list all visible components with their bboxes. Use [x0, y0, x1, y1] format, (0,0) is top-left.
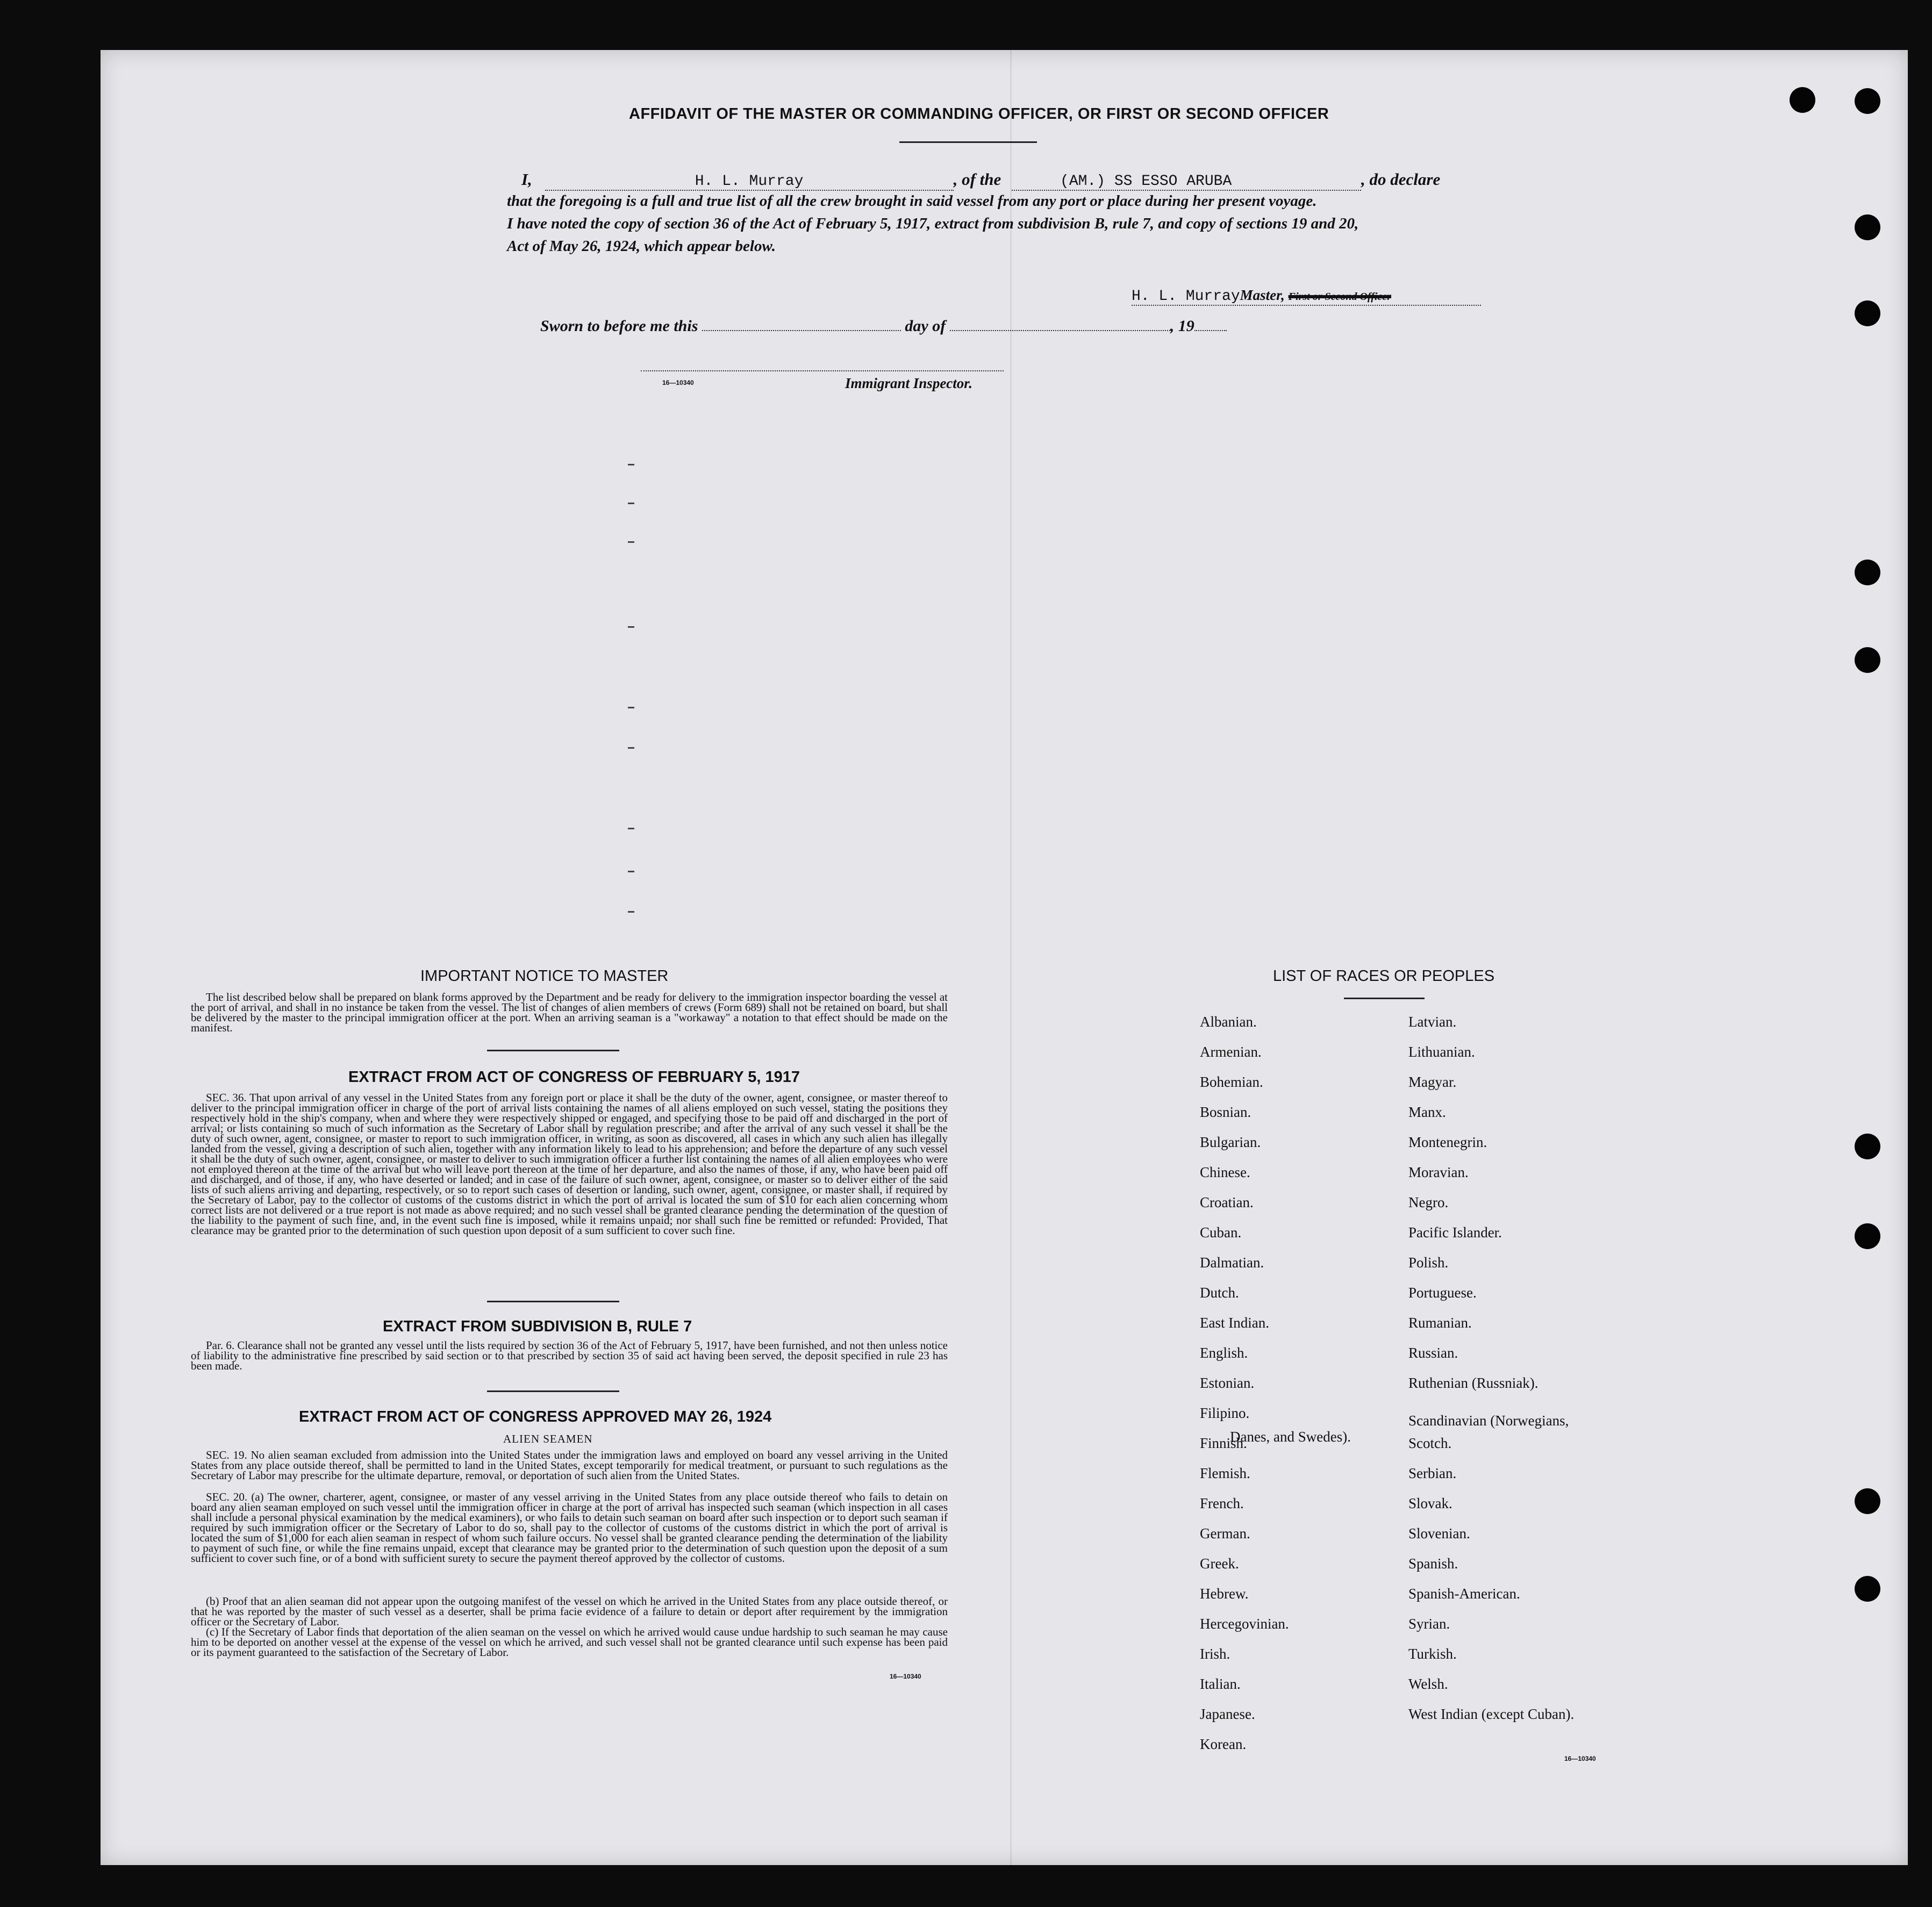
race-item: Spanish-American.	[1408, 1586, 1520, 1602]
race-item: Portuguese.	[1408, 1285, 1477, 1301]
signature-line	[1132, 287, 1481, 306]
race-item: Spanish.	[1408, 1555, 1458, 1572]
binder-hole	[1855, 1488, 1880, 1514]
race-item: Negro.	[1408, 1194, 1449, 1210]
race-item: Manx.	[1408, 1104, 1446, 1120]
notice-body: The list described below shall be prepared on blank forms approved by the Department and be ready for delivery to the immigration inspector boarding the vessel at the port of arrival, and shall in no instance be taken from the vessel. The list of changes of alien members of crews (Form 689) shall not be retained on board, but shall be delivered by the master to the principal immigration officer at the port. When an arriving seaman is a "workaway" a notation to that effect should be made on the manifest.	[191, 991, 948, 1034]
race-item: Danes, and Swedes).	[1230, 1429, 1351, 1445]
extract-1924-title: EXTRACT FROM ACT OF CONGRESS APPROVED MAY 26, 1924	[299, 1408, 772, 1425]
stray-mark	[628, 828, 634, 829]
inspector-label: Immigrant Inspector.	[845, 375, 973, 391]
race-item: Lithuanian.	[1408, 1044, 1475, 1060]
race-item: Hercegovinian.	[1200, 1616, 1289, 1632]
race-item: Estonian.	[1200, 1375, 1255, 1391]
race-item: East Indian.	[1200, 1315, 1269, 1331]
race-item: Slovak.	[1408, 1495, 1452, 1511]
day-of-label: day of	[905, 317, 946, 335]
affidavit-line2: that the foregoing is a full and true list of all the crew brought in said vessel from any port or place during her present voyage.	[507, 192, 1317, 210]
race-item: Ruthenian (Russniak).	[1408, 1375, 1539, 1391]
race-item: Bulgarian.	[1200, 1134, 1261, 1150]
race-item: Magyar.	[1408, 1074, 1457, 1090]
section-rule	[487, 1301, 619, 1302]
race-item: Filipino.	[1200, 1405, 1250, 1421]
vessel-name: (AM.) SS ESSO ARUBA	[1060, 173, 1232, 190]
race-item: Japanese.	[1200, 1706, 1255, 1722]
race-item: Italian.	[1200, 1676, 1241, 1692]
race-item: Greek.	[1200, 1555, 1239, 1572]
i-label: I,	[521, 170, 532, 189]
binder-hole	[1855, 1223, 1880, 1249]
race-item: Slovenian.	[1408, 1525, 1470, 1542]
race-item: Chinese.	[1200, 1164, 1250, 1180]
race-item: Serbian.	[1408, 1465, 1457, 1481]
binder-hole	[1855, 1576, 1880, 1602]
race-item: Scandinavian (Norwegians,	[1408, 1413, 1569, 1429]
race-item: Cuban.	[1200, 1224, 1242, 1241]
signature: H. L. Murray	[1132, 288, 1240, 305]
race-item: Rumanian.	[1408, 1315, 1472, 1331]
race-item: Albanian.	[1200, 1014, 1257, 1030]
signature-struck: First or Second Officer	[1288, 291, 1391, 303]
race-item: Irish.	[1200, 1646, 1230, 1662]
form-number: 16—10340	[662, 379, 694, 386]
race-item: Scotch.	[1408, 1435, 1452, 1451]
stray-mark	[628, 871, 634, 872]
sworn-line	[540, 317, 1227, 335]
stray-mark	[628, 503, 634, 504]
race-item: Finnish.	[1200, 1435, 1247, 1451]
race-item: Croatian.	[1200, 1194, 1254, 1210]
race-item: Hebrew.	[1200, 1586, 1249, 1602]
binder-hole	[1855, 300, 1880, 326]
inspector-signature-line	[641, 370, 1004, 371]
race-item: Flemish.	[1200, 1465, 1250, 1481]
stray-mark	[628, 541, 634, 543]
notice-title: IMPORTANT NOTICE TO MASTER	[420, 967, 669, 985]
races-title: LIST OF RACES OR PEOPLES	[1273, 967, 1495, 985]
race-item: Russian.	[1408, 1345, 1458, 1361]
stray-mark	[628, 747, 634, 749]
affidavit-line4: Act of May 26, 1924, which appear below.	[507, 238, 776, 255]
affidavit-line1	[521, 170, 1440, 191]
sec20b-body: (b) Proof that an alien seaman did not appear upon the outgoing manifest of the vessel on which he arrived in the United States from any place outside thereof, or that he was reported by the master of such vessel as a deserter, shall be prima facie evidence of a failure to detain or deport after requirement by the immigration officer or the Secretary of Labor.	[191, 1595, 948, 1628]
extract-1917-title: EXTRACT FROM ACT OF CONGRESS OF FEBRUARY 5, 1917	[348, 1069, 800, 1086]
signature-title: Master,	[1240, 287, 1289, 303]
race-item: Moravian.	[1408, 1164, 1469, 1180]
race-item: Korean.	[1200, 1736, 1247, 1752]
binder-hole	[1790, 87, 1815, 113]
binder-hole	[1855, 1134, 1880, 1159]
section-rule	[487, 1390, 619, 1392]
race-item: German.	[1200, 1525, 1250, 1542]
race-item: Welsh.	[1408, 1676, 1448, 1692]
section-rule	[487, 1050, 619, 1051]
race-item: West Indian (except Cuban).	[1408, 1706, 1575, 1722]
race-item: Armenian.	[1200, 1044, 1262, 1060]
stray-mark	[628, 707, 634, 708]
race-item: Polish.	[1408, 1254, 1449, 1271]
sec19-body: SEC. 19. No alien seaman excluded from admission into the United States under the immigration laws and employed on board any vessel arriving in the United States from any place outside thereof, shall be permitted to land in the United States, except temporarily for medical treatment, or pursuant to such regulations as the Secretary of Labor may prescribe for the ultimate departure, removal, or deportation of such alien from the United States.	[191, 1449, 948, 1482]
race-item: Syrian.	[1408, 1616, 1450, 1632]
races-title-rule	[1344, 998, 1425, 999]
master-name: H. L. Murray	[695, 173, 804, 190]
race-item: Turkish.	[1408, 1646, 1457, 1662]
sec20c-body: (c) If the Secretary of Labor finds that deportation of the alien seaman on the vessel on which he arrived would cause undue hardship to such seaman he may cause him to be deported on another vessel at the expense of the vessel on which he arrived, and such vessel shall not be granted clearance until such expense has been paid or its payment guaranteed to the satisfaction of the Secretary of Labor.	[191, 1625, 948, 1659]
race-item: Latvian.	[1408, 1014, 1457, 1030]
races-form-number: 16—10340	[1564, 1755, 1596, 1762]
rule7-title: EXTRACT FROM SUBDIVISION B, RULE 7	[383, 1318, 692, 1335]
binder-hole	[1855, 647, 1880, 673]
rule7-body: Par. 6. Clearance shall not be granted any vessel until the lists required by section 36 of the Act of February 5, 1917, have been furnished, and not then unless notice of liability to the administrative fine prescribed by said section or to that prescribed by section 35 of said act having been served, the deposit specified in rule 23 has been made.	[191, 1339, 948, 1372]
of-the-label: , of the	[953, 170, 1001, 189]
race-item: French.	[1200, 1495, 1244, 1511]
affidavit-title: AFFIDAVIT OF THE MASTER OR COMMANDING OFFICER, OR FIRST OR SECOND OFFICER	[629, 105, 1329, 123]
race-item: Pacific Islander.	[1408, 1224, 1502, 1241]
extract-1924-subtitle: ALIEN SEAMEN	[503, 1432, 593, 1445]
race-item: Montenegrin.	[1408, 1134, 1487, 1150]
binder-hole	[1855, 88, 1880, 114]
year-label: , 19	[1170, 317, 1194, 335]
sec20a-body: SEC. 20. (a) The owner, charterer, agent, consignee, or master of any vessel arriving in the United States from any place outside thereof who fails to detain on board any alien seaman employed on such vessel until the immigration officer in charge at the port of arrival has inspected such seaman (which inspection in all cases shall include a personal physical examination by the medical examiners), or who fails to detain such seaman on board after such inspection or to deport such seaman if required by such immigration officer or the Secretary of Labor to do so, shall pay to the collector of customs of the customs district in which the port of arrival is located the sum of $1,000 for each alien seaman in respect of whom such failure occurs. No vessel shall be granted clearance pending the determination of the liability to payment of such fine, or while the fine remains unpaid, except that clearance may be granted prior to the determination of such question upon the deposit of a sum sufficient to cover such fine, or of a bond with sufficient surety to secure the payment thereof approved by the collector of customs.	[191, 1490, 948, 1565]
stray-mark	[628, 626, 634, 628]
race-item: English.	[1200, 1345, 1248, 1361]
extract-1917-body: SEC. 36. That upon arrival of any vessel in the United States from any foreign port or place it shall be the duty of the owner, agent, consignee, or master thereof to deliver to the principal immigration officer in charge of the port of arrival lists containing the names of all aliens employed on such vessel, stating the positions they respectively hold in the ship's company, when and where they were respectively shipped or engaged, and specifying those to be paid off and discharged in the port of arrival; or lists containing so much of such information as the Secretary of Labor shall by regulation prescribe; and after the arrival of any such vessel it shall be the duty of such owner, agent, consignee, or master to report to such immigration officer, in writing, as soon as discovered, all cases in which any such alien has illegally landed from the vessel, giving a description of such alien, together with any information likely to lead to his apprehension; and before the departure of any such vessel it shall be the duty of such owner, agent, consignee, or master to deliver to such immigration officer a further list containing the names of all alien employees who were not employed thereon at the time of the arrival but who will leave port thereon at the time of her departure, and also the names of those, if any, who have been paid off and discharged, and of those, if any, who have deserted or landed; and in case of the failure of such owner, agent, consignee, or master so to deliver either of the said lists of such aliens arriving and departing, respectively, or so to report such cases of desertion or landing, such owner, agent, consignee, or master shall, if required by the Secretary of Labor, pay to the collector of customs of the customs district in which the port of arrival is located the sum of $10 for each alien concerning whom correct lists are not delivered or a true report is not made as above required; and no such vessel shall be granted clearance pending the determination of the question of the liability to the payment of such fine, and, in the event such fine is imposed, while it remains unpaid; nor shall such fine be remitted or refunded: Provided, That clearance may be granted prior to the determination of such question upon deposit of a sum sufficient to cover such fine.	[191, 1091, 948, 1237]
stray-mark	[628, 464, 634, 465]
title-rule	[899, 141, 1037, 143]
race-item: Dalmatian.	[1200, 1254, 1264, 1271]
race-item: Dutch.	[1200, 1285, 1239, 1301]
race-item: Bohemian.	[1200, 1074, 1263, 1090]
affidavit-line3: I have noted the copy of section 36 of the Act of February 5, 1917, extract from subdivision B, rule 7, and copy of sections 19 and 20,	[507, 215, 1359, 232]
race-item: Bosnian.	[1200, 1104, 1251, 1120]
binder-hole	[1855, 214, 1880, 240]
binder-hole	[1855, 560, 1880, 585]
extract-form-number: 16—10340	[890, 1673, 921, 1680]
sworn-label: Sworn to before me this	[540, 317, 698, 335]
stray-mark	[628, 911, 634, 913]
do-declare-label: , do declare	[1361, 170, 1441, 189]
